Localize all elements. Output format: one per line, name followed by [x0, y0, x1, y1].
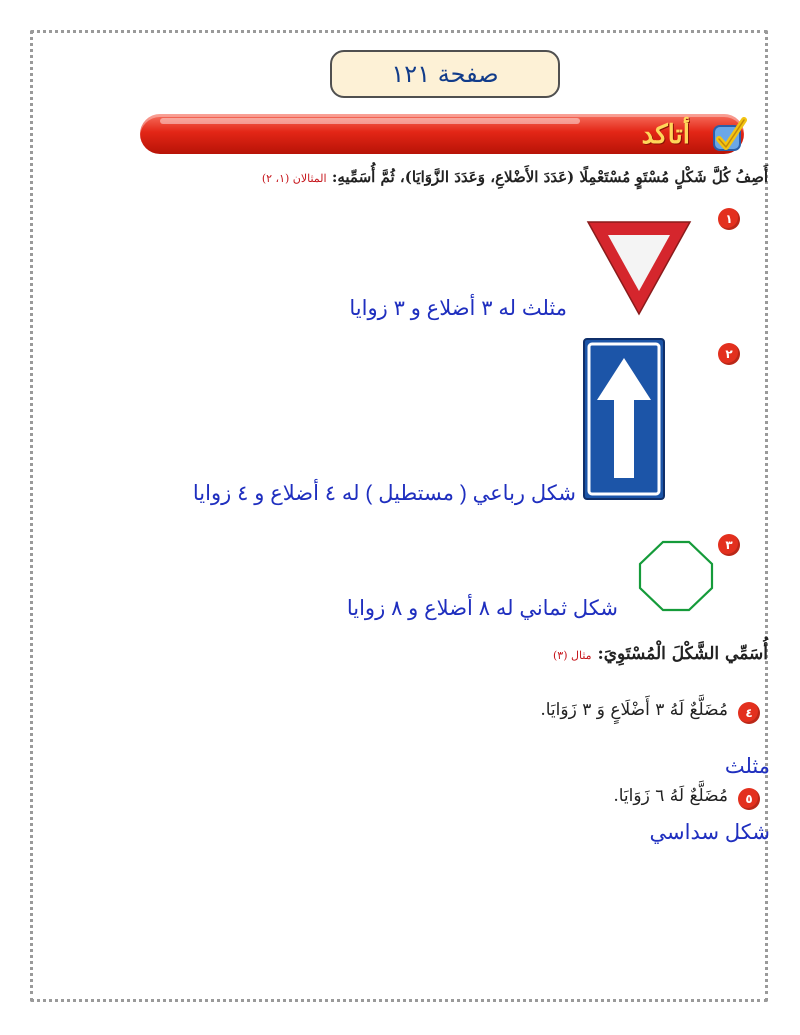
one-way-sign-shape: [583, 338, 665, 500]
answer-3: شكل ثماني له ٨ أضلاع و ٨ زوايا: [346, 597, 618, 620]
octagon-shape: [638, 540, 714, 612]
naming-heading-text: أُسَمِّي الشَّكْلَ الْمُسْتَوِيَ:: [597, 644, 768, 664]
yield-triangle-shape: [584, 218, 694, 318]
answer-4: مثلث: [724, 755, 770, 778]
answer-2: شكل رباعي ( مستطيل ) له ٤ أضلاع و ٤ زوايا: [192, 482, 576, 505]
item-number-2: ٢: [718, 343, 740, 365]
instruction-text: أَصِفُ كُلَّ شَكْلٍ مُسْتَوٍ مُسْتَعْمِلًا (عَدَدَ الأَضْلاعِ، وَعَدَدَ الزَّوَايَا)، ثُمَّ أُسَمِّيهِ:: [331, 168, 768, 186]
exercise-instruction: [262, 168, 768, 186]
item-number-5: ٥: [738, 788, 760, 810]
page-number-badge: [330, 50, 560, 98]
question-4-text: مُضَلَّعٌ لَهُ ٣ أَضْلَاعٍ وَ ٣ زَوَايَا.: [540, 700, 728, 720]
page-number-text: صفحة ١٢١: [391, 60, 499, 88]
question-5-text: مُضَلَّعٌ لَهُ ٦ زَوَايَا.: [613, 786, 728, 806]
checkmark-icon: [708, 114, 750, 156]
item-number-4: ٤: [738, 702, 760, 724]
item-number-3: ٣: [718, 534, 740, 556]
naming-reference: مثال (٣): [552, 649, 592, 662]
instruction-reference: المثالان (١، ٢): [261, 172, 327, 185]
item-number-1: ١: [718, 208, 740, 230]
banner-title: أتاكد: [641, 120, 690, 150]
banner-highlight: [160, 118, 580, 124]
naming-section-heading: [553, 644, 768, 664]
answer-5: شكل سداسي: [649, 821, 770, 844]
answer-1: مثلث له ٣ أضلاع و ٣ زوايا: [349, 297, 567, 320]
